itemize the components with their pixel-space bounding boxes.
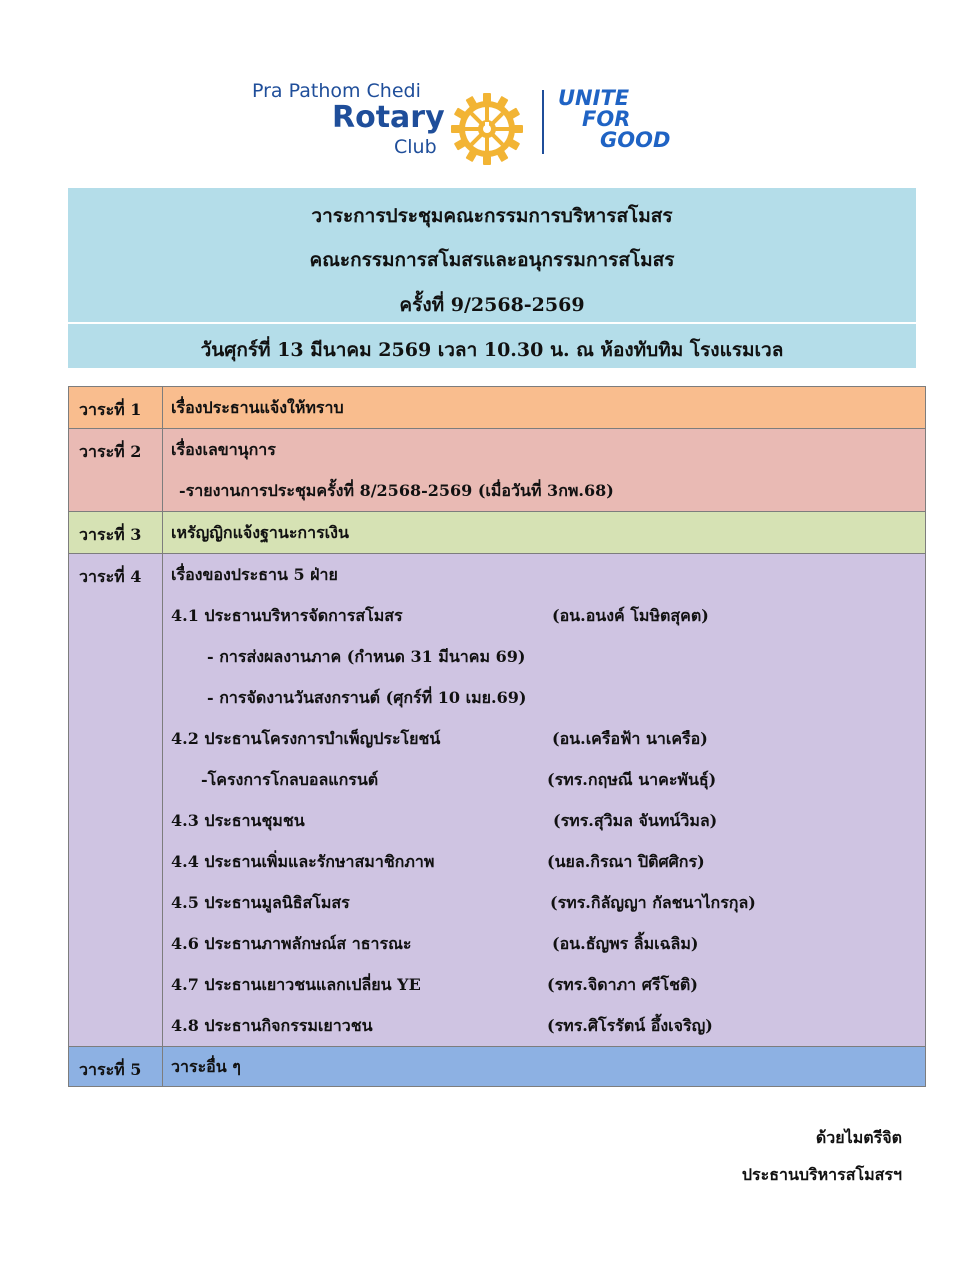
agenda-subitem (171, 964, 925, 1005)
subitem-text: 4.8 ประธานกิจกรรมเยาวชน (171, 1016, 373, 1035)
subitem-person: (นยล.กิรณา ปิติศศิกร) (547, 852, 705, 871)
meeting-title: วาระการประชุมคณะกรรมการบริหารสโมสร (311, 205, 673, 227)
agenda-number: วาระที่ 3 (69, 512, 163, 554)
header-separator (68, 322, 916, 324)
agenda-subitem (171, 595, 925, 636)
subitem-text: - การจัดงานวันสงกรานต์ (ศุกร์ที่ 10 เมย.69) (207, 688, 527, 707)
agenda-content (163, 429, 926, 512)
subitem-person: (รทร.สุวิมล จันทน์วิมล) (553, 811, 718, 830)
agenda-content (163, 512, 926, 554)
slogan-line1: UNITE (558, 86, 630, 110)
subitem-person: (รทร.กฤษณี นาคะพันธุ์) (547, 770, 717, 789)
subitem-text: 4.6 ประธานภาพลักษณ์ส าธารณะ (171, 934, 412, 953)
agenda-title: เรื่องประธานแจ้งให้ทราบ (171, 398, 344, 417)
rotary-wheel-icon (450, 92, 524, 166)
subitem-text: 4.2 ประธานโครงการบำเพ็ญประโยชน์ (171, 729, 441, 748)
subitem-person: (รทร.กิลัญญา กัลชนาไกรกุล) (550, 893, 756, 912)
agenda-content (163, 1047, 926, 1087)
subitem-person: (อน.อนงค์ โมษิตสุคต) (552, 606, 709, 625)
meeting-date-venue: วันศุกร์ที่ 13 มีนาคม 2569 เวลา 10.30 น. ณ ห้องทับทิม โรงแรมเวล (200, 339, 784, 361)
subitem-text: 4.3 ประธานชุมชน (171, 811, 305, 830)
agenda-subitem (171, 677, 925, 718)
subitem-text: 4.1 ประธานบริหารจัดการสโมสร (171, 606, 403, 625)
signature-closing: ด้วยไมตรีจิต (815, 1128, 902, 1147)
subitem-text: -โครงการโกลบอลแกรนต์ (201, 770, 379, 789)
meeting-subtitle: คณะกรรมการสโมสรและอนุกรรมการสโมสร (309, 249, 675, 271)
agenda-number: วาระที่ 2 (69, 429, 163, 512)
agenda-row-5 (69, 1047, 926, 1087)
agenda-row-1 (69, 387, 926, 429)
agenda-subitem (171, 882, 925, 923)
subitem-text: - การส่งผลงานภาค (กำหนด 31 มีนาคม 69) (207, 647, 526, 666)
agenda-number: วาระที่ 4 (69, 554, 163, 1047)
meeting-number: ครั้งที่ 9/2568-2569 (399, 294, 585, 316)
agenda-subitem: -รายงานการประชุมครั้งที่ 8/2568-2569 (เมื่อวันที่ 3กพ.68) (179, 481, 614, 500)
agenda-subitem (171, 800, 925, 841)
club-name-line2: Rotary (332, 100, 445, 135)
club-logo (250, 76, 680, 166)
club-name-line3: Club (394, 136, 437, 158)
subitem-person: (รทร.ศิโรรัตน์ อึ้งเจริญ) (547, 1016, 713, 1035)
agenda-content (163, 554, 926, 1047)
meeting-header (68, 188, 916, 368)
agenda-number: วาระที่ 1 (69, 387, 163, 429)
agenda-row-4 (69, 554, 926, 1047)
subitem-text: 4.7 ประธานเยาวชนแลกเปลี่ยน YE (171, 975, 421, 994)
slogan-line2: FOR (582, 107, 631, 131)
subitem-person: (อน.เครือฟ้า นาเครือ) (552, 729, 708, 748)
agenda-title: เรื่องของประธาน 5 ฝ่าย (171, 565, 338, 584)
club-name-block (250, 76, 450, 166)
subitem-text: 4.4 ประธานเพิ่มและรักษาสมาชิกภาพ (171, 852, 435, 871)
agenda-title: วาระอื่น ๆ (171, 1057, 241, 1076)
logo-divider (542, 90, 544, 154)
subitem-text: 4.5 ประธานมูลนิธิสโมสร (171, 893, 350, 912)
agenda-subitem (171, 636, 925, 677)
agenda-title: เรื่องเลขานุการ (171, 440, 276, 459)
agenda-subitem (171, 1005, 925, 1046)
subitem-person: (รทร.จิดาภา ศรีโชติ) (547, 975, 698, 994)
agenda-content (163, 387, 926, 429)
club-name-line1: Pra Pathom Chedi (252, 80, 421, 102)
agenda-subitem (171, 759, 925, 800)
agenda-subitem (171, 923, 925, 964)
agenda-subitem (171, 841, 925, 882)
agenda-row-2 (69, 429, 926, 512)
agenda-title: เหรัญญิกแจ้งฐานะการเงิน (171, 523, 349, 542)
signature-position: ประธานบริหารสโมสรฯ (741, 1165, 902, 1184)
agenda-row-3 (69, 512, 926, 554)
agenda-subitem (171, 718, 925, 759)
slogan-line3: GOOD (600, 128, 671, 152)
agenda-table (68, 386, 926, 1087)
slogan (558, 88, 670, 151)
agenda-number: วาระที่ 5 (69, 1047, 163, 1087)
subitem-person: (อน.ธัญพร ลิ้มเฉลิม) (552, 934, 699, 953)
